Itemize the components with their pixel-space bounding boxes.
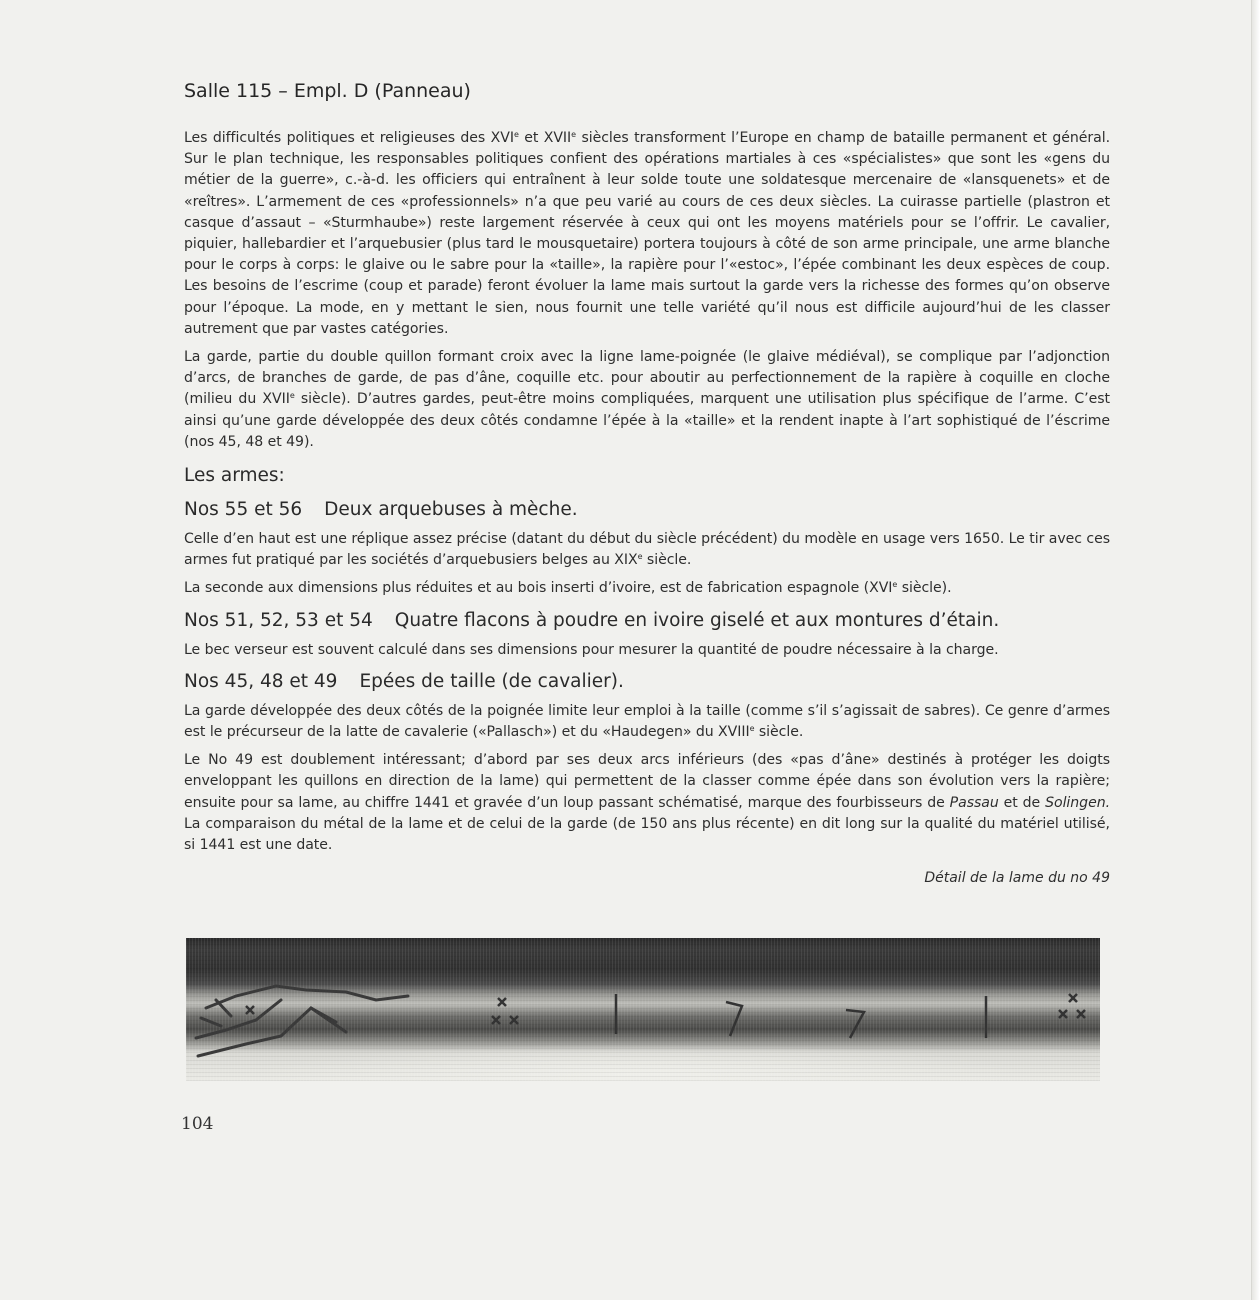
item-number: Nos 55 et 56 (184, 499, 303, 521)
item-entry (184, 497, 1110, 600)
document-body (184, 78, 1110, 888)
engraved-wolf-mark-icon (186, 938, 1100, 1081)
section-label: Les armes: (184, 465, 285, 487)
item-heading (184, 497, 1110, 523)
page-edge (1251, 0, 1260, 1300)
blade-photograph (186, 938, 1100, 1081)
item-entry (184, 669, 1110, 856)
figure-caption: Détail de la lame du no 49 (924, 870, 1110, 887)
item-number: Nos 45, 48 et 49 (184, 670, 338, 692)
intro-section (184, 128, 1110, 453)
item-number: Nos 51, 52, 53 et 54 (184, 609, 373, 631)
item-title: Quatre flacons à poudre en ivoire giselé et aux montures d’étain. (394, 609, 1000, 631)
item-title: Deux arquebuses à mèche. (324, 499, 578, 521)
page-number: 104 (181, 1114, 214, 1134)
item-title: Epées de taille (de cavalier). (359, 670, 624, 692)
intro-paragraph: La garde, partie du double quillon formant croix avec la ligne lame-poignée (le glaive médiéval), se complique par l’adjonction d’arcs, de branches de garde, de pas d’âne, coquille etc. pour aboutir au perfectionnement de la rapière à coquille en cloche (milieu du XVIIe siècle). D’autres gardes, peut-être moins compliquées, marquent une utilisation plus spécifique de l’arme. C’est ainsi qu’une garde développée des deux côtés condamne l’épée à la «taille» et la rendent inapte à l’art sophistiqué de l’éscrime (nos 45, 48 et 49). (184, 349, 1110, 450)
item-paragraph: La garde développée des deux côtés de la poignée limite leur emploi à la taille (comme s’il s’agissait de sabres). Ce genre d’armes est le précurseur de la latte de cavalerie («Pallasch») et du «Haudegen» du XVIIIe siècle. (184, 702, 1110, 741)
item-paragraph: Le No 49 est doublement intéressant; d’abord par ses deux arcs inférieurs (des «pas d’âne» destinés à protéger les doigts enveloppant les quillons en direction de la lame) qui permettent de la classer comme épée dans son évolution vers la rapière; ensuite pour sa lame, au chiffre 1441 et gravée d’un loup passant schématisé, marque des fourbisseurs de Passau et de Solingen. La comparaison du métal de la lame et de celui de la garde (de 150 ans plus récente) en dit long sur la qualité du matériel utilisé, si 1441 est une date. (184, 752, 1111, 854)
item-entry (184, 608, 1110, 661)
page-heading: Salle 115 – Empl. D (Panneau) (184, 80, 471, 102)
item-heading (184, 608, 1110, 634)
item-heading (184, 669, 1110, 695)
item-paragraph: La seconde aux dimensions plus réduites et au bois inserti d’ivoire, est de fabrication espagnole (XVIe siècle). (184, 580, 952, 597)
item-paragraph: Le bec verseur est souvent calculé dans ses dimensions pour mesurer la quantité de poudre nécessaire à la charge. (184, 641, 999, 658)
intro-paragraph: Les difficultés politiques et religieuses des XVIe et XVIIe siècles transforment l’Europe en champ de bataille permanent et général. Sur le plan technique, les responsables politiques confient des opérations martiales à ces «spécialistes» que sont les «gens du métier de la guerre», c.-à-d. les officiers qui entraînent à leur solde toute une soldatesque mercenaire de «lansquenets» et de «reîtres». L’armement de ces «professionnels» n’a que peu varié au cours de ces deux siècles. La cuirasse partielle (plastron et casque d’assaut – «Sturmhaube») reste largement réservée à ceux qui ont les moyens matériels pour se l’offrir. Le cavalier, piquier, hallebardier et l’arquebusier (plus tard le mousquetaire) portera toujours à côté de son arme principale, une arme blanche pour le corps à corps: le glaive ou le sabre pour la «taille», la rapière pour l’«estoc», l’épée combinant les deux espèces de coup. Les besoins de l’escrime (coup et parade) feront évoluer la lame mais surtout la garde vers la richesse des formes qu’on observe pour l’époque. La mode, en y mettant le sien, nous fournit une telle variété qu’il nous est difficile aujourd’hui de les classer autrement que par vastes catégories. (184, 130, 1110, 337)
item-paragraph: Celle d’en haut est une réplique assez précise (datant du début du siècle précédent) du modèle en usage vers 1650. Le tir avec ces armes fut pratiqué par les sociétés d’arquebusiers belges au XIXe siècle. (184, 531, 1110, 569)
